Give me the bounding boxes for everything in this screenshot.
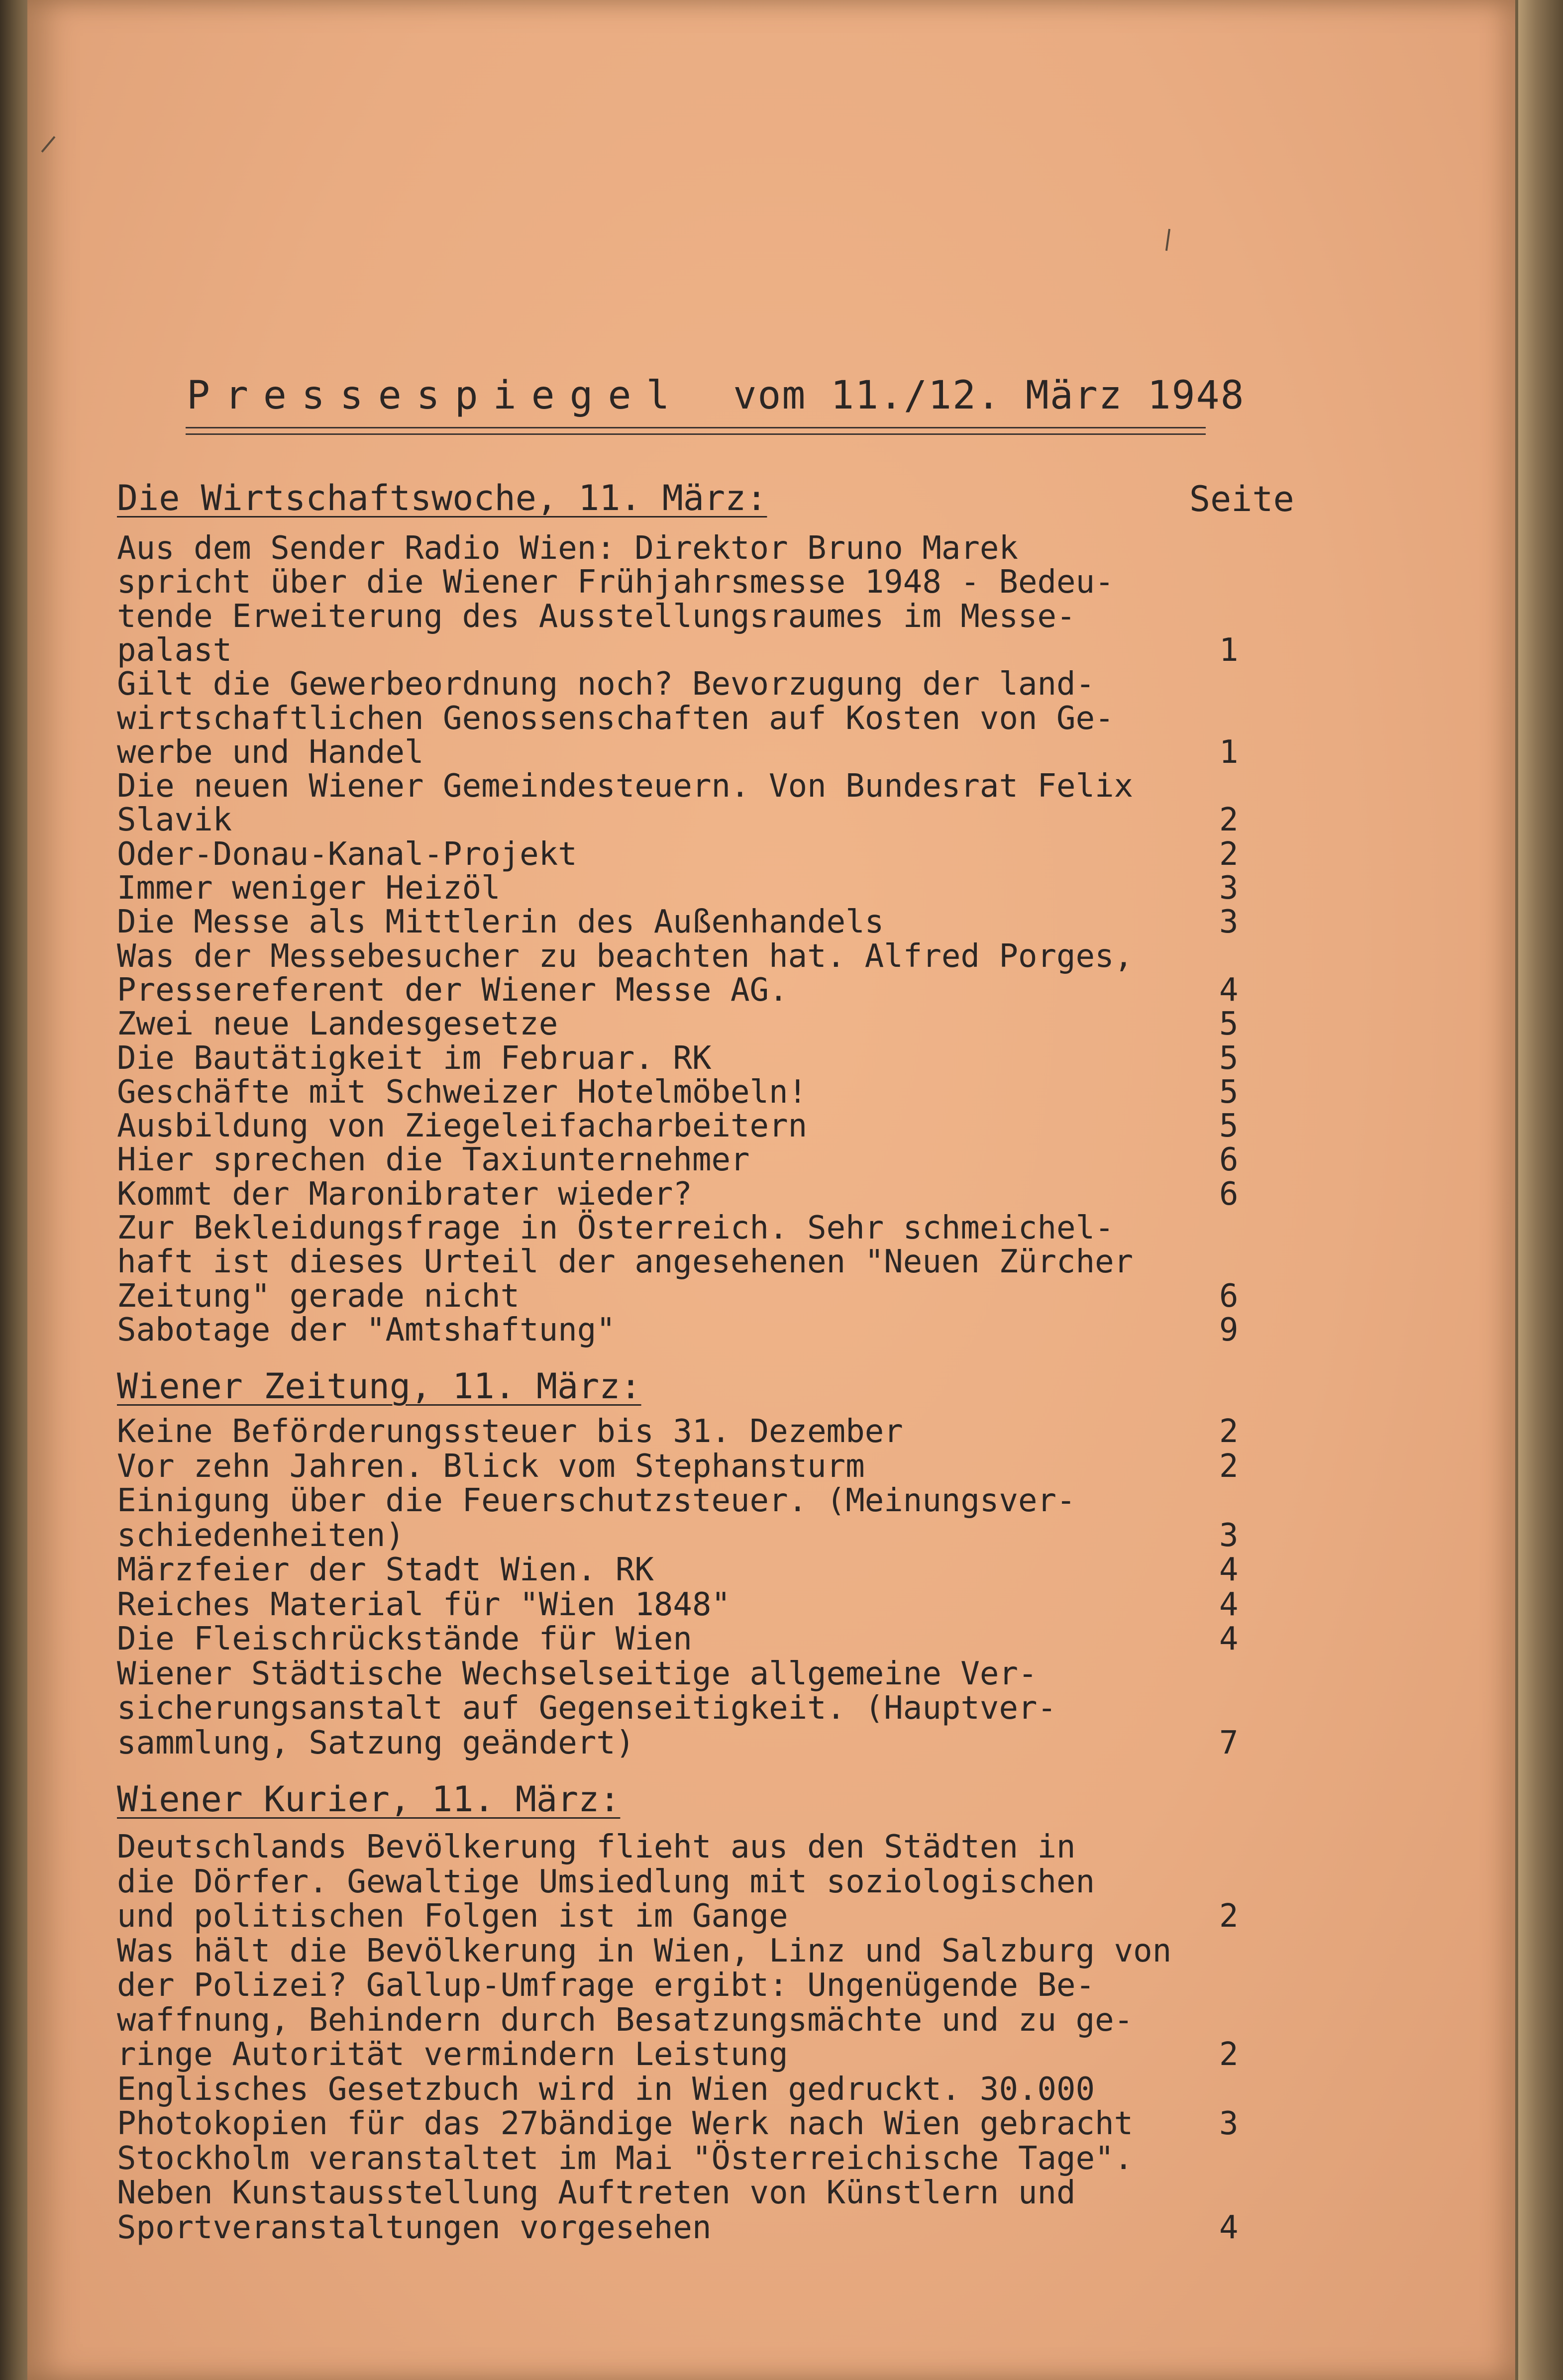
entry-line: Photokopien für das 27bändige Werk nach Wien gebracht bbox=[117, 2105, 1134, 2142]
entry-line: Slavik bbox=[117, 802, 232, 839]
entry-line: Keine Beförderungssteuer bis 31. Dezember bbox=[117, 1413, 903, 1450]
entry-line: Märzfeier der Stadt Wien. RK bbox=[117, 1552, 654, 1588]
page-number: 3 bbox=[1219, 870, 1239, 907]
page-number: 3 bbox=[1219, 904, 1239, 941]
page-number: 5 bbox=[1219, 1073, 1239, 1111]
entry-line: Die neuen Wiener Gemeindesteuern. Von Bundesrat Felix bbox=[117, 768, 1134, 805]
entry-line: palast bbox=[117, 631, 232, 669]
entry-line: der Polizei? Gallup-Umfrage ergibt: Ungenügende Be- bbox=[117, 1967, 1095, 2004]
entry-line: spricht über die Wiener Frühjahrsmesse 1948 - Bedeu- bbox=[117, 564, 1114, 601]
page-number: 6 bbox=[1219, 1175, 1239, 1213]
book-binding bbox=[0, 0, 30, 2380]
page-number: 5 bbox=[1219, 1039, 1239, 1077]
page-number: 4 bbox=[1219, 2209, 1239, 2246]
paper-sheet bbox=[27, 0, 1515, 2380]
entry-line: die Dörfer. Gewaltige Umsiedlung mit soziologischen bbox=[117, 1863, 1095, 1900]
entry-line: Wiener Städtische Wechselseitige allgemeine Ver- bbox=[117, 1655, 1038, 1692]
entry-line: Englisches Gesetzbuch wird in Wien gedruckt. 30.000 bbox=[117, 2070, 1095, 2108]
page-number: 1 bbox=[1219, 631, 1239, 669]
page-number: 6 bbox=[1219, 1277, 1239, 1315]
entry-line: werbe und Handel bbox=[117, 733, 424, 771]
entry-line: schiedenheiten) bbox=[117, 1517, 405, 1554]
section-heading-text: Wiener Kurier, 11. März: bbox=[117, 1779, 621, 1820]
page-number: 2 bbox=[1219, 1413, 1239, 1450]
title-pressespiegel: Pressespiegel bbox=[187, 373, 685, 418]
entry-line: Was hält die Bevölkerung in Wien, Linz und Salzburg von bbox=[117, 1932, 1172, 1969]
entry-line: waffnung, Behindern durch Besatzungsmächte und zu ge- bbox=[117, 2001, 1134, 2039]
section-heading-text: Die Wirtschaftswoche, 11. März: bbox=[117, 478, 767, 518]
page-number: 2 bbox=[1219, 2036, 1239, 2073]
entry-line: Immer weniger Heizöl bbox=[117, 870, 501, 907]
page-number: 4 bbox=[1219, 1621, 1239, 1657]
entry-line: Sabotage der "Amtshaftung" bbox=[117, 1311, 616, 1348]
title-date: vom 11./12. März 1948 bbox=[733, 373, 1245, 418]
page-number: 2 bbox=[1219, 835, 1239, 873]
page-number: 4 bbox=[1219, 971, 1239, 1009]
section-heading bbox=[117, 1779, 620, 1820]
section-heading bbox=[117, 478, 767, 518]
entry-line: und politischen Folgen ist im Gange bbox=[117, 1898, 788, 1935]
entry-line: wirtschaftlichen Genossenschaften auf Kosten von Ge- bbox=[117, 700, 1114, 737]
entry-line: Sportveranstaltungen vorgesehen bbox=[117, 2209, 712, 2246]
entry-line: Oder-Donau-Kanal-Projekt bbox=[117, 835, 577, 873]
entry-line: Die Fleischrückstände für Wien bbox=[117, 1621, 692, 1657]
entry-line: tende Erweiterung des Ausstellungsraumes im Messe- bbox=[117, 598, 1076, 635]
page-number: 6 bbox=[1219, 1141, 1239, 1179]
entry-line: ringe Autorität vermindern Leistung bbox=[117, 2036, 788, 2073]
page-number: 2 bbox=[1219, 802, 1239, 839]
entry-line: Aus dem Sender Radio Wien: Direktor Bruno Marek bbox=[117, 530, 1018, 567]
entry-line: Hier sprechen die Taxiunternehmer bbox=[117, 1141, 750, 1179]
entry-line: Zwei neue Landesgesetze bbox=[117, 1006, 558, 1043]
cover-edge bbox=[1518, 0, 1563, 2380]
entry-line: Geschäfte mit Schweizer Hotelmöbeln! bbox=[117, 1073, 808, 1111]
entry-line: haft ist dieses Urteil der angesehenen "Neuen Zürcher bbox=[117, 1243, 1134, 1281]
entry-line: sammlung, Satzung geändert) bbox=[117, 1724, 635, 1761]
title-double-rule bbox=[186, 427, 1206, 435]
page-number: 5 bbox=[1219, 1108, 1239, 1145]
entry-line: Deutschlands Bevölkerung flieht aus den Städten in bbox=[117, 1829, 1076, 1865]
entry-line: Gilt die Gewerbeordnung noch? Bevorzugung der land- bbox=[117, 666, 1095, 703]
page-number: 5 bbox=[1219, 1006, 1239, 1043]
entry-line: Reiches Material für "Wien 1848" bbox=[117, 1586, 730, 1623]
page-number: 4 bbox=[1219, 1552, 1239, 1588]
page-number: 4 bbox=[1219, 1586, 1239, 1623]
entry-line: Zeitung" gerade nicht bbox=[117, 1277, 520, 1315]
entry-line: Ausbildung von Ziegeleifacharbeitern bbox=[117, 1108, 808, 1145]
page-number: 3 bbox=[1219, 2105, 1239, 2142]
page-number: 2 bbox=[1219, 1448, 1239, 1485]
entry-line: Einigung über die Feuerschutzsteuer. (Meinungsver- bbox=[117, 1482, 1076, 1519]
entry-line: Die Bautätigkeit im Februar. RK bbox=[117, 1039, 712, 1077]
entry-line: Vor zehn Jahren. Blick vom Stephansturm bbox=[117, 1448, 865, 1485]
page-number: 2 bbox=[1219, 1898, 1239, 1935]
entry-line: Zur Bekleidungsfrage in Österreich. Sehr schmeichel- bbox=[117, 1210, 1114, 1246]
document-title bbox=[187, 373, 1245, 418]
entry-line: Kommt der Maronibrater wieder? bbox=[117, 1175, 692, 1213]
section-heading-text: Wiener Zeitung, 11. März: bbox=[117, 1366, 641, 1407]
page-number: 7 bbox=[1219, 1724, 1239, 1761]
entry-line: Neben Kunstausstellung Auftreten von Künstlern und bbox=[117, 2174, 1076, 2211]
section-heading bbox=[117, 1366, 641, 1407]
entry-line: Die Messe als Mittlerin des Außenhandels bbox=[117, 904, 884, 941]
entry-line: sicherungsanstalt auf Gegenseitigkeit. (Hauptver- bbox=[117, 1690, 1057, 1727]
page-number: 9 bbox=[1219, 1311, 1239, 1348]
entry-line: Was der Messebesucher zu beachten hat. Alfred Porges, bbox=[117, 937, 1134, 975]
page-number: 1 bbox=[1219, 733, 1239, 771]
seite-column-label: Seite bbox=[1189, 479, 1294, 519]
entry-line: Pressereferent der Wiener Messe AG. bbox=[117, 971, 788, 1009]
entry-line: Stockholm veranstaltet im Mai "Österreichische Tage". bbox=[117, 2140, 1134, 2177]
document-page bbox=[27, 0, 1515, 2380]
page-number: 3 bbox=[1219, 1517, 1239, 1554]
